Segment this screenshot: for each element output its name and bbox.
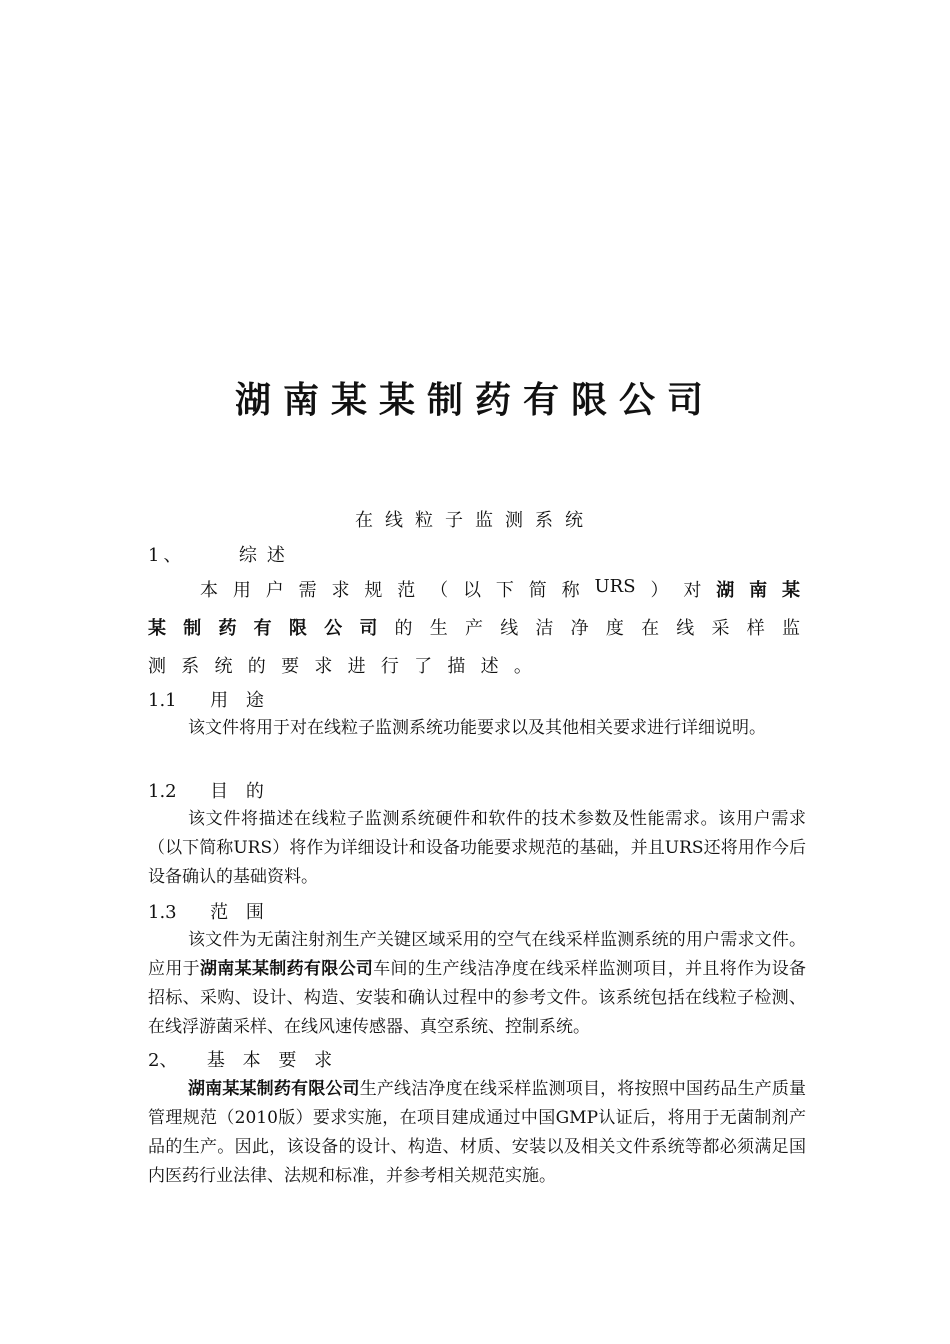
company-name-inline: 湖南某某制药有限公司 — [188, 1079, 360, 1099]
section-1-heading — [148, 541, 295, 567]
section-2-title: 基 本 要 求 — [206, 1050, 339, 1071]
section-1-number: 1、 — [148, 545, 186, 566]
section-1-2-title: 目 的 — [210, 781, 270, 802]
document-title: 在线粒子监测系统 — [355, 510, 595, 531]
section-2-paragraph: 湖南某某制药有限公司生产线洁净度在线采样监测项目，将按照中国药品生产质量管理规范（2010版）要求实施，在项目建成通过中国GMP认证后，将用于无菌制剂产品的生产。因此，该设备的设计、构造、材质、安装以及相关文件系统等都必须满足国内医药行业法律、法规和标准，并参考相关规范实施。 — [148, 1079, 807, 1186]
section-1-3-paragraph: 该文件为无菌注射剂生产关键区域采用的空气在线采样监测系统的用户需求文件。应用于湖南某某制药有限公司车间的生产线洁净度在线采样监测项目，并且将作为设备招标、采购、设计、构造、安装和确认过程中的参考文件。该系统包括在线粒子检测、在线浮游菌采样、在线风速传感器、真空系统、控制系统。 — [148, 930, 807, 1037]
section-1-1-paragraph: 该文件将用于对在线粒子监测系统功能要求以及其他相关要求进行详细说明。 — [188, 718, 766, 738]
section-2-number: 2、 — [148, 1050, 178, 1071]
section-1-lead-line-3: 测 系 统 的 要 求 进 行 了 描 述 。 — [148, 656, 532, 677]
section-1-1-number: 1.1 — [148, 690, 177, 711]
company-title: 湖南某某制药有限公司 — [234, 380, 715, 421]
section-1-2-paragraph: 该文件将描述在线粒子监测系统硬件和软件的技术参数及性能需求。该用户需求（以下简称URS）将作为详细设计和设备功能要求规范的基础，并且URS还将用作今后设备确认的基础资料。 — [148, 809, 806, 887]
section-1-2-number: 1.2 — [148, 781, 177, 802]
section-1-3-heading — [148, 898, 270, 924]
section-1-3-number: 1.3 — [148, 902, 177, 923]
section-1-3-title: 范 围 — [210, 902, 270, 923]
section-1-lead-line-2: 某 制 药 有 限 公 司 的 生 产 线 洁 净 度 在 线 采 样 监 — [148, 618, 800, 639]
section-1-title: 综述 — [238, 545, 295, 566]
section-2-heading — [148, 1046, 338, 1072]
section-1-1-title: 用 途 — [210, 690, 270, 711]
company-name-inline: 湖南某某制药有限公司 — [199, 959, 374, 979]
section-1-2-heading — [148, 777, 270, 803]
section-1-lead-line-1: 本 用 户 需 求 规 范 （ 以 下 简 称 URS ） 对 湖 南 某 — [200, 576, 800, 601]
section-1-1-heading — [148, 686, 270, 712]
